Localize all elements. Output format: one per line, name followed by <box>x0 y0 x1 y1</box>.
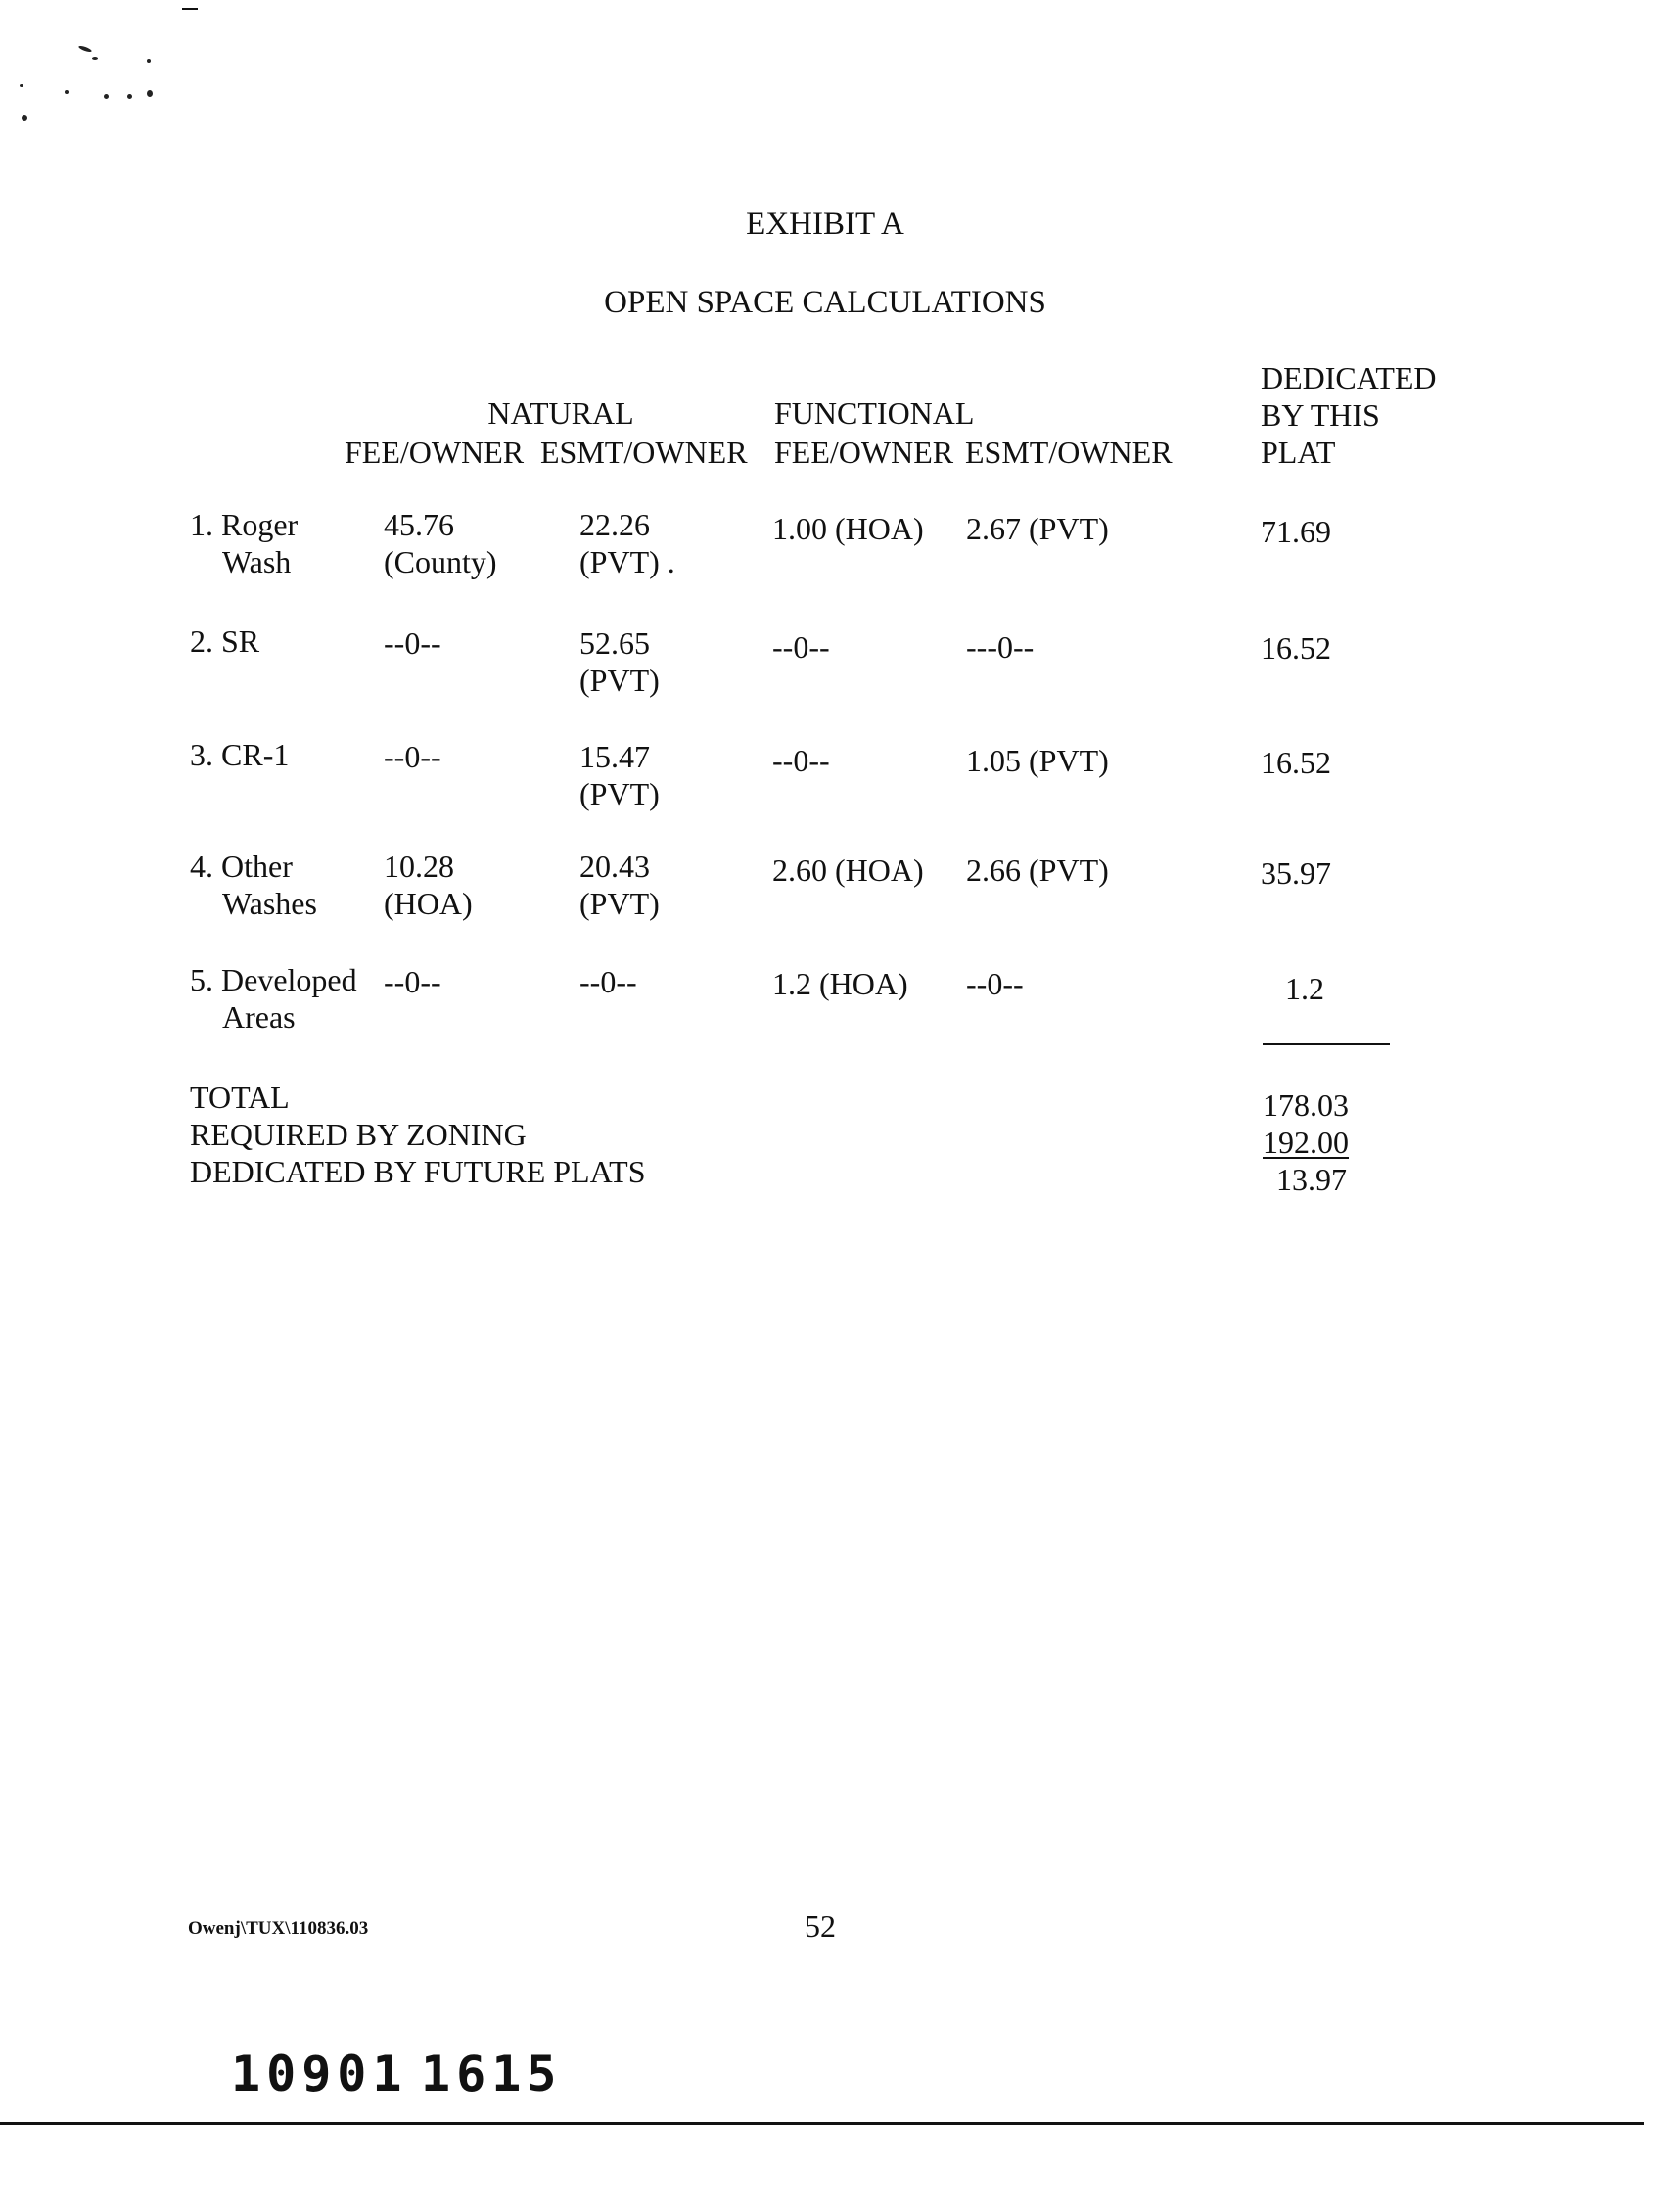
total-value: 178.03 <box>1263 1087 1349 1123</box>
row-label-cont: Areas <box>222 999 296 1035</box>
functional-esmt-value: 2.67 (PVT) <box>966 511 1109 546</box>
row-label-cont: Wash <box>222 544 292 579</box>
natural-esmt-value: 15.47 <box>579 739 650 774</box>
row-label: 4. Other <box>190 849 293 884</box>
natural-fee-owner: (County) <box>384 544 497 579</box>
future-label: DEDICATED BY FUTURE PLATS <box>190 1154 646 1189</box>
row-label: 1. Roger <box>190 507 299 542</box>
functional-fee-value: 2.60 (HOA) <box>772 853 924 888</box>
functional-esmt-value: --0-- <box>966 966 1024 1001</box>
natural-esmt-value: 20.43 <box>579 849 650 884</box>
row-label: 2. SR <box>190 623 260 659</box>
header-dedicated-line2: BY THIS <box>1261 397 1380 433</box>
natural-esmt-value: --0-- <box>579 964 637 999</box>
natural-esmt-owner: (PVT) . <box>579 544 675 579</box>
row-label-cont: Washes <box>222 886 317 921</box>
functional-fee-value: --0-- <box>772 743 830 778</box>
header-natural-esmt-owner: ESMT/OWNER <box>540 435 748 470</box>
natural-esmt-value: 22.26 <box>579 507 650 542</box>
bottom-rule <box>0 2122 1644 2125</box>
page-number: 52 <box>805 1909 836 1944</box>
page-title: OPEN SPACE CALCULATIONS <box>604 285 1046 320</box>
header-functional-esmt-owner: ESMT/OWNER <box>965 435 1173 470</box>
dedicated-value: 71.69 <box>1261 514 1331 549</box>
exhibit-heading: EXHIBIT A <box>746 207 904 242</box>
header-natural: NATURAL <box>487 395 634 431</box>
natural-esmt-owner: (PVT) <box>579 776 660 811</box>
sum-rule <box>1263 1043 1390 1045</box>
row-label: 5. Developed <box>190 962 357 997</box>
doc-number-1: 10901 <box>231 2046 408 2102</box>
natural-esmt-owner: (PVT) <box>579 663 660 698</box>
functional-fee-value: --0-- <box>772 629 830 665</box>
total-label: TOTAL <box>190 1080 290 1115</box>
dedicated-value: 35.97 <box>1261 855 1331 891</box>
file-reference: Owenj\TUX\110836.03 <box>188 1918 369 1939</box>
dedicated-value: 1.2 <box>1285 971 1324 1006</box>
required-value: 192.00 <box>1263 1125 1349 1160</box>
future-value: 13.97 <box>1276 1162 1347 1197</box>
functional-fee-value: 1.2 (HOA) <box>772 966 908 1001</box>
functional-esmt-value: 1.05 (PVT) <box>966 743 1109 778</box>
natural-fee-value: 45.76 <box>384 507 454 542</box>
natural-esmt-owner: (PVT) <box>579 886 660 921</box>
header-dedicated-line3: PLAT <box>1261 435 1336 470</box>
natural-fee-value: --0-- <box>384 625 441 661</box>
header-functional: FUNCTIONAL <box>774 395 975 431</box>
header-dedicated-line1: DEDICATED <box>1261 360 1437 395</box>
functional-esmt-value: 2.66 (PVT) <box>966 853 1109 888</box>
dedicated-value: 16.52 <box>1261 745 1331 780</box>
header-natural-fee-owner: FEE/OWNER <box>345 435 525 470</box>
natural-fee-value: --0-- <box>384 739 441 774</box>
header-functional-fee-owner: FEE/OWNER <box>774 435 954 470</box>
natural-fee-owner: (HOA) <box>384 886 473 921</box>
doc-number-2: 1615 <box>421 2046 563 2102</box>
natural-esmt-value: 52.65 <box>579 625 650 661</box>
functional-esmt-value: ---0-- <box>966 629 1035 665</box>
row-label: 3. CR-1 <box>190 737 290 772</box>
required-label: REQUIRED BY ZONING <box>190 1117 527 1152</box>
dedicated-value: 16.52 <box>1261 630 1331 666</box>
natural-fee-value: 10.28 <box>384 849 454 884</box>
functional-fee-value: 1.00 (HOA) <box>772 511 924 546</box>
natural-fee-value: --0-- <box>384 964 441 999</box>
